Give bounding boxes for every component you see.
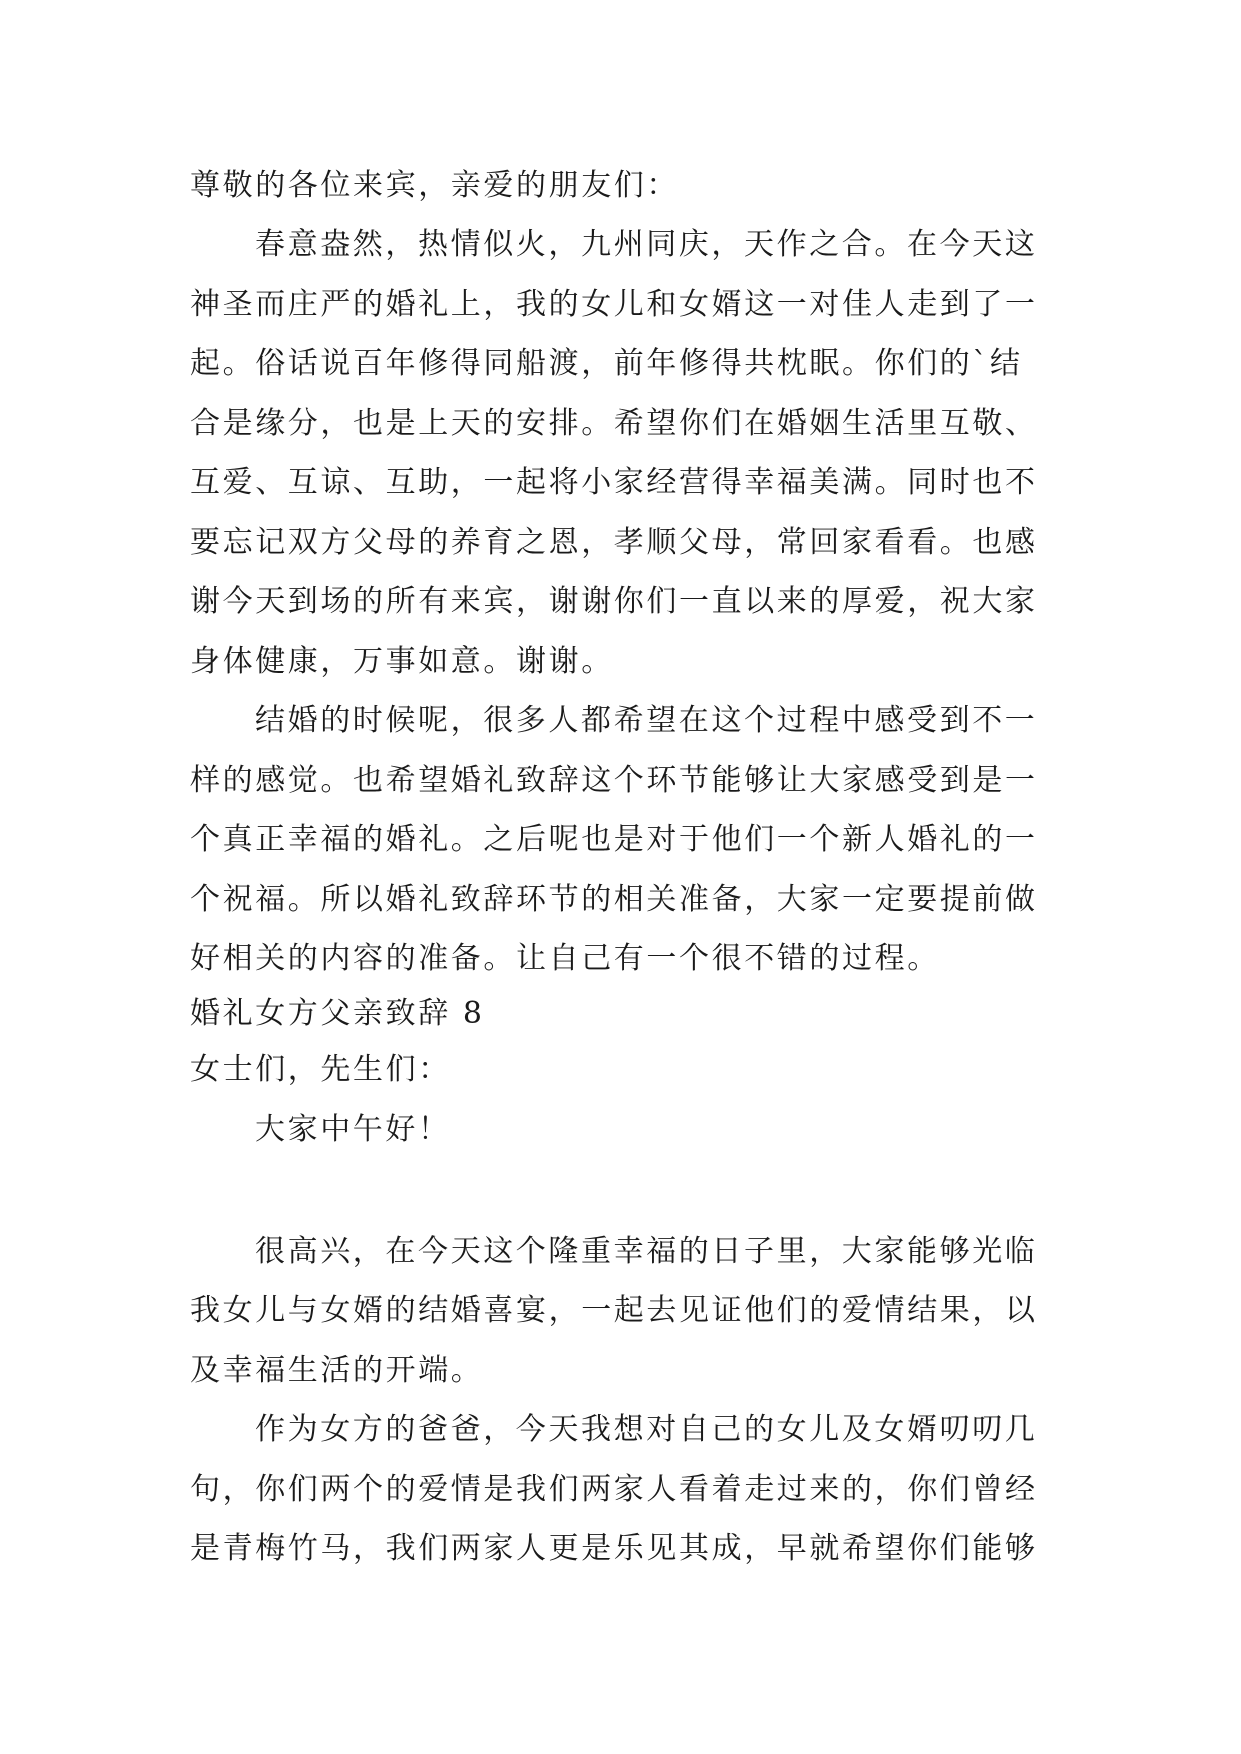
paragraph-line: 结婚的时候呢，很多人都希望在这个过程中感受到不一 — [255, 703, 1038, 738]
paragraph-line: 作为女方的爸爸，今天我想对自己的女儿及女婿叨叨几 — [255, 1412, 1038, 1447]
section-heading: 婚礼女方父亲致辞 8 — [190, 996, 485, 1031]
paragraph-line: 要忘记双方父母的养育之恩，孝顺父母，常回家看看。也感 — [190, 525, 1038, 560]
salutation: 尊敬的各位来宾，亲爱的朋友们： — [190, 168, 679, 203]
paragraph-line: 是青梅竹马，我们两家人更是乐见其成，早就希望你们能够 — [190, 1531, 1038, 1566]
paragraph-line: 我女儿与女婿的结婚喜宴，一起去见证他们的爱情结果，以 — [190, 1293, 1038, 1328]
greeting: 大家中午好！ — [255, 1112, 451, 1147]
paragraph-line: 好相关的内容的准备。让自己有一个很不错的过程。 — [190, 941, 940, 976]
paragraph-line: 句，你们两个的爱情是我们两家人看着走过来的，你们曾经 — [190, 1472, 1038, 1507]
paragraph-line: 个真正幸福的婚礼。之后呢也是对于他们一个新人婚礼的一 — [190, 822, 1038, 857]
paragraph-line: 互爱、互谅、互助，一起将小家经营得幸福美满。同时也不 — [190, 465, 1038, 500]
salutation: 女士们，先生们： — [190, 1052, 451, 1087]
paragraph-line: 谢今天到场的所有来宾，谢谢你们一直以来的厚爱，祝大家 — [190, 584, 1038, 619]
paragraph-line: 个祝福。所以婚礼致辞环节的相关准备，大家一定要提前做 — [190, 882, 1038, 917]
paragraph-line: 样的感觉。也希望婚礼致辞这个环节能够让大家感受到是一 — [190, 763, 1038, 798]
paragraph-line: 神圣而庄严的婚礼上，我的女儿和女婿这一对佳人走到了一 — [190, 287, 1038, 322]
paragraph-line: 身体健康，万事如意。谢谢。 — [190, 644, 614, 679]
paragraph-line: 及幸福生活的开端。 — [190, 1353, 484, 1388]
paragraph-line: 春意盎然，热情似火，九州同庆，天作之合。在今天这 — [255, 227, 1038, 262]
paragraph-line: 很高兴，在今天这个隆重幸福的日子里，大家能够光临 — [255, 1234, 1038, 1269]
paragraph-line: 起。俗话说百年修得同船渡，前年修得共枕眠。你们的`结 — [190, 346, 1023, 381]
paragraph-line: 合是缘分，也是上天的安排。希望你们在婚姻生活里互敬、 — [190, 406, 1038, 441]
